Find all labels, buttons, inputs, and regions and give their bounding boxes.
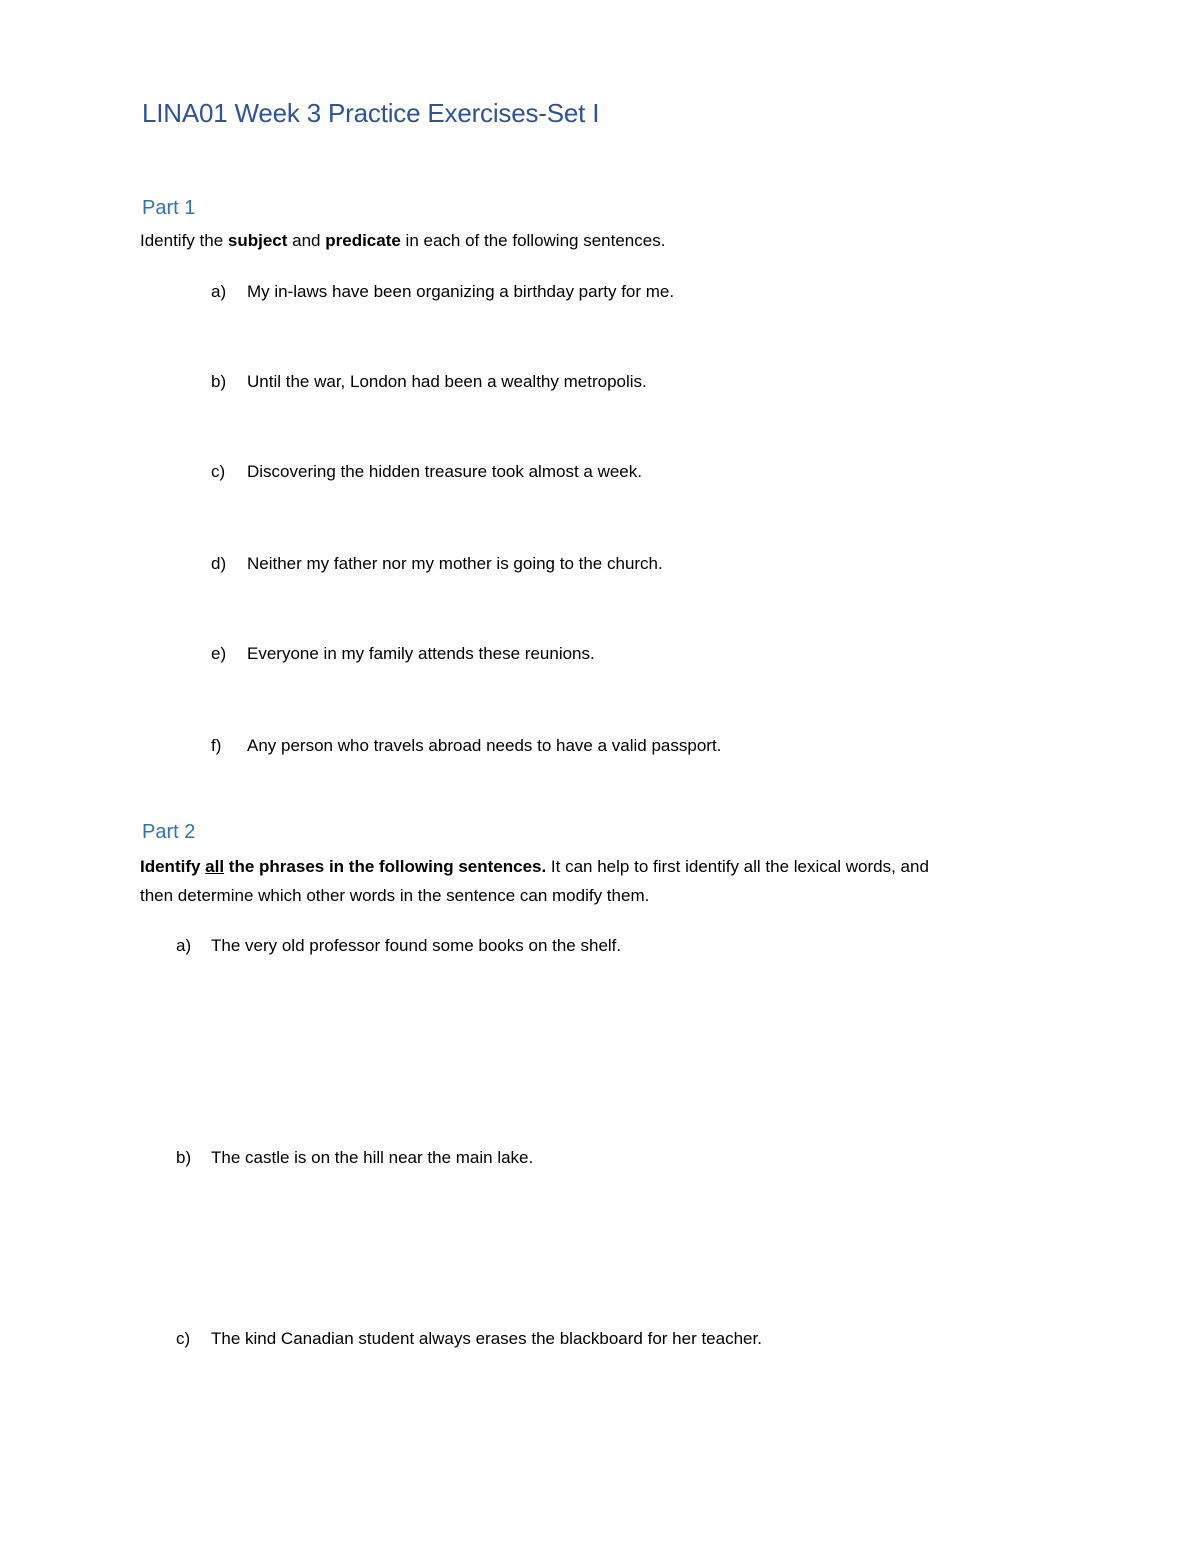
item-marker: b)	[176, 1148, 192, 1167]
part-1-heading: Part 1	[142, 197, 196, 219]
part-2-item-c	[176, 1327, 1026, 1351]
instruction-bold-subject: subject	[227, 231, 288, 250]
part-1-item-a	[211, 280, 911, 304]
item-marker: f)	[211, 736, 222, 755]
item-text: The castle is on the hill near the main lake.	[211, 1148, 534, 1167]
item-text: The very old professor found some books on the shelf.	[211, 936, 622, 955]
item-text: Any person who travels abroad needs to have a valid passport.	[247, 736, 722, 755]
instruction-text: and	[287, 231, 326, 250]
item-marker: b)	[211, 372, 227, 391]
part-1-item-e	[211, 642, 911, 666]
instruction-text: in each of the following sentences.	[400, 231, 666, 250]
item-marker: a)	[211, 282, 227, 301]
part-1-item-d	[211, 552, 911, 576]
instruction-text: Identify the	[140, 231, 228, 250]
part-1-item-c	[211, 460, 911, 484]
instruction-bold-predicate: predicate	[325, 231, 401, 250]
part-1-item-f	[211, 734, 911, 758]
document-title: LINA01 Week 3 Practice Exercises-Set I	[142, 98, 600, 128]
item-text: The kind Canadian student always erases the blackboard for her teacher.	[211, 1329, 762, 1348]
item-marker: c)	[176, 1329, 191, 1348]
item-text: Everyone in my family attends these reunions.	[247, 644, 595, 663]
part-2-item-b	[176, 1146, 976, 1170]
item-marker: d)	[211, 554, 227, 573]
item-text: Neither my father nor my mother is going to the church.	[247, 554, 663, 573]
part-2-instruction-line-2: then determine which other words in the sentence can modify them.	[140, 886, 650, 905]
instruction-bold: the phrases in the following sentences.	[224, 857, 547, 876]
instruction-text: It can help to first identify all the lexical words, and	[546, 857, 929, 876]
part-2-item-a	[176, 934, 976, 958]
part-2-instruction-line-1	[140, 852, 929, 881]
part-2-heading: Part 2	[142, 821, 196, 843]
item-marker: e)	[211, 644, 227, 663]
item-marker: a)	[176, 936, 192, 955]
instruction-bold-underlined-all: all	[205, 857, 225, 876]
instruction-bold: Identify	[140, 857, 206, 876]
item-text: My in-laws have been organizing a birthday party for me.	[247, 282, 675, 301]
part-1-item-b	[211, 370, 911, 394]
item-marker: c)	[211, 462, 226, 481]
item-text: Until the war, London had been a wealthy metropolis.	[247, 372, 647, 391]
item-text: Discovering the hidden treasure took almost a week.	[247, 462, 642, 481]
part-1-instruction	[140, 226, 665, 255]
